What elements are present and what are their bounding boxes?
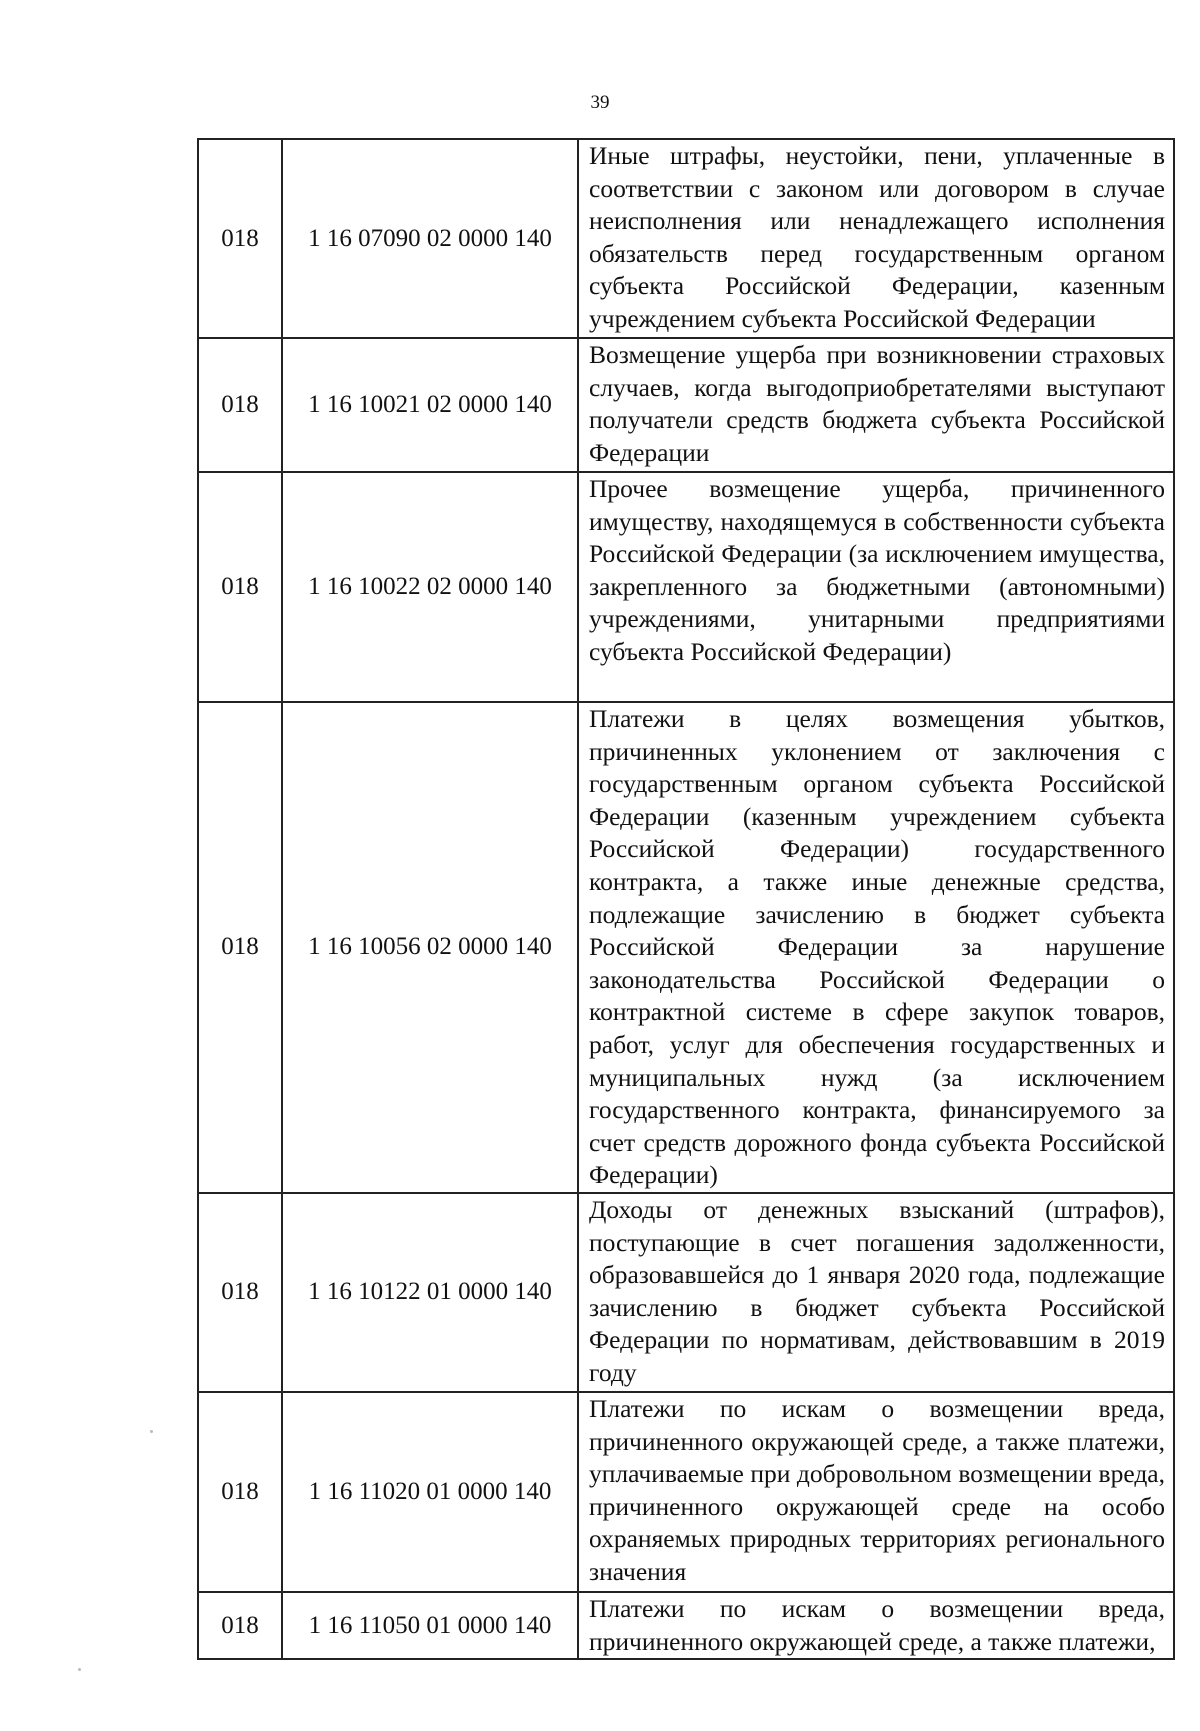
income-description: Прочее возмещение ущерба, причиненного имуществу, находящемуся в собственности субъекта Российской Федерации (за исключением имущества, закрепленного за бюджетными (автономными) учреждениями, унитарными предприятиями субъекта Российской Федерации) xyxy=(578,472,1174,702)
income-description: Платежи по искам о возмещении вреда, причиненного окружающей среде, а также платежи, уплачиваемые при добровольном возмещении вреда, причиненного окружающей среде на особо охраняемых природных территориях регионального значения xyxy=(578,1392,1174,1592)
table-row xyxy=(198,338,1174,472)
budget-classification-code: 1 16 11020 01 0000 140 xyxy=(282,1392,578,1592)
income-description: Возмещение ущерба при возникновении страховых случаев, когда выгодоприобретателями выступают получатели средств бюджета субъекта Российской Федерации xyxy=(578,338,1174,472)
budget-classification-code: 1 16 10122 01 0000 140 xyxy=(282,1193,578,1392)
admin-code: 018 xyxy=(198,1392,282,1592)
admin-code: 018 xyxy=(198,338,282,472)
table-row xyxy=(198,1592,1174,1659)
admin-code: 018 xyxy=(198,139,282,338)
income-description: Платежи по искам о возмещении вреда, причиненного окружающей среде, а также платежи, xyxy=(578,1592,1174,1659)
table-row xyxy=(198,702,1174,1193)
table-row xyxy=(198,472,1174,702)
table-row xyxy=(198,1193,1174,1392)
income-description: Платежи в целях возмещения убытков, причиненных уклонением от заключения с государственным органом субъекта Российской Федерации (казенным учреждением субъекта Российской Федерации) государственного контракта, а также иные денежные средства, подлежащие зачислению в бюджет субъекта Российской Федерации за нарушение законодательства Российской Федерации о контрактной системе в сфере закупок товаров, работ, услуг для обеспечения государственных и муниципальных нужд (за исключением государственного контракта, финансируемого за счет средств дорожного фонда субъекта Российской Федерации) xyxy=(578,702,1174,1193)
budget-classification-code: 1 16 07090 02 0000 140 xyxy=(282,139,578,338)
table-row xyxy=(198,139,1174,338)
budget-code-table xyxy=(197,138,1175,1660)
page-number: 39 xyxy=(590,92,610,113)
admin-code: 018 xyxy=(198,1193,282,1392)
admin-code: 018 xyxy=(198,1592,282,1659)
budget-classification-code: 1 16 10021 02 0000 140 xyxy=(282,338,578,472)
income-description: Иные штрафы, неустойки, пени, уплаченные в соответствии с законом или договором в случае неисполнения или ненадлежащего исполнения обязательств перед государственным органом субъекта Российской Федерации, казенным учреждением субъекта Российской Федерации xyxy=(578,139,1174,338)
budget-classification-code: 1 16 10056 02 0000 140 xyxy=(282,702,578,1193)
admin-code: 018 xyxy=(198,702,282,1193)
budget-classification-code: 1 16 10022 02 0000 140 xyxy=(282,472,578,702)
budget-classification-code: 1 16 11050 01 0000 140 xyxy=(282,1592,578,1659)
scan-speck xyxy=(78,1668,81,1671)
scan-speck xyxy=(150,1430,153,1433)
admin-code: 018 xyxy=(198,472,282,702)
table-row xyxy=(198,1392,1174,1592)
income-description: Доходы от денежных взысканий (штрафов), поступающие в счет погашения задолженности, образовавшейся до 1 января 2020 года, подлежащие зачислению в бюджет субъекта Российской Федерации по нормативам, действовавшим в 2019 году xyxy=(578,1193,1174,1392)
